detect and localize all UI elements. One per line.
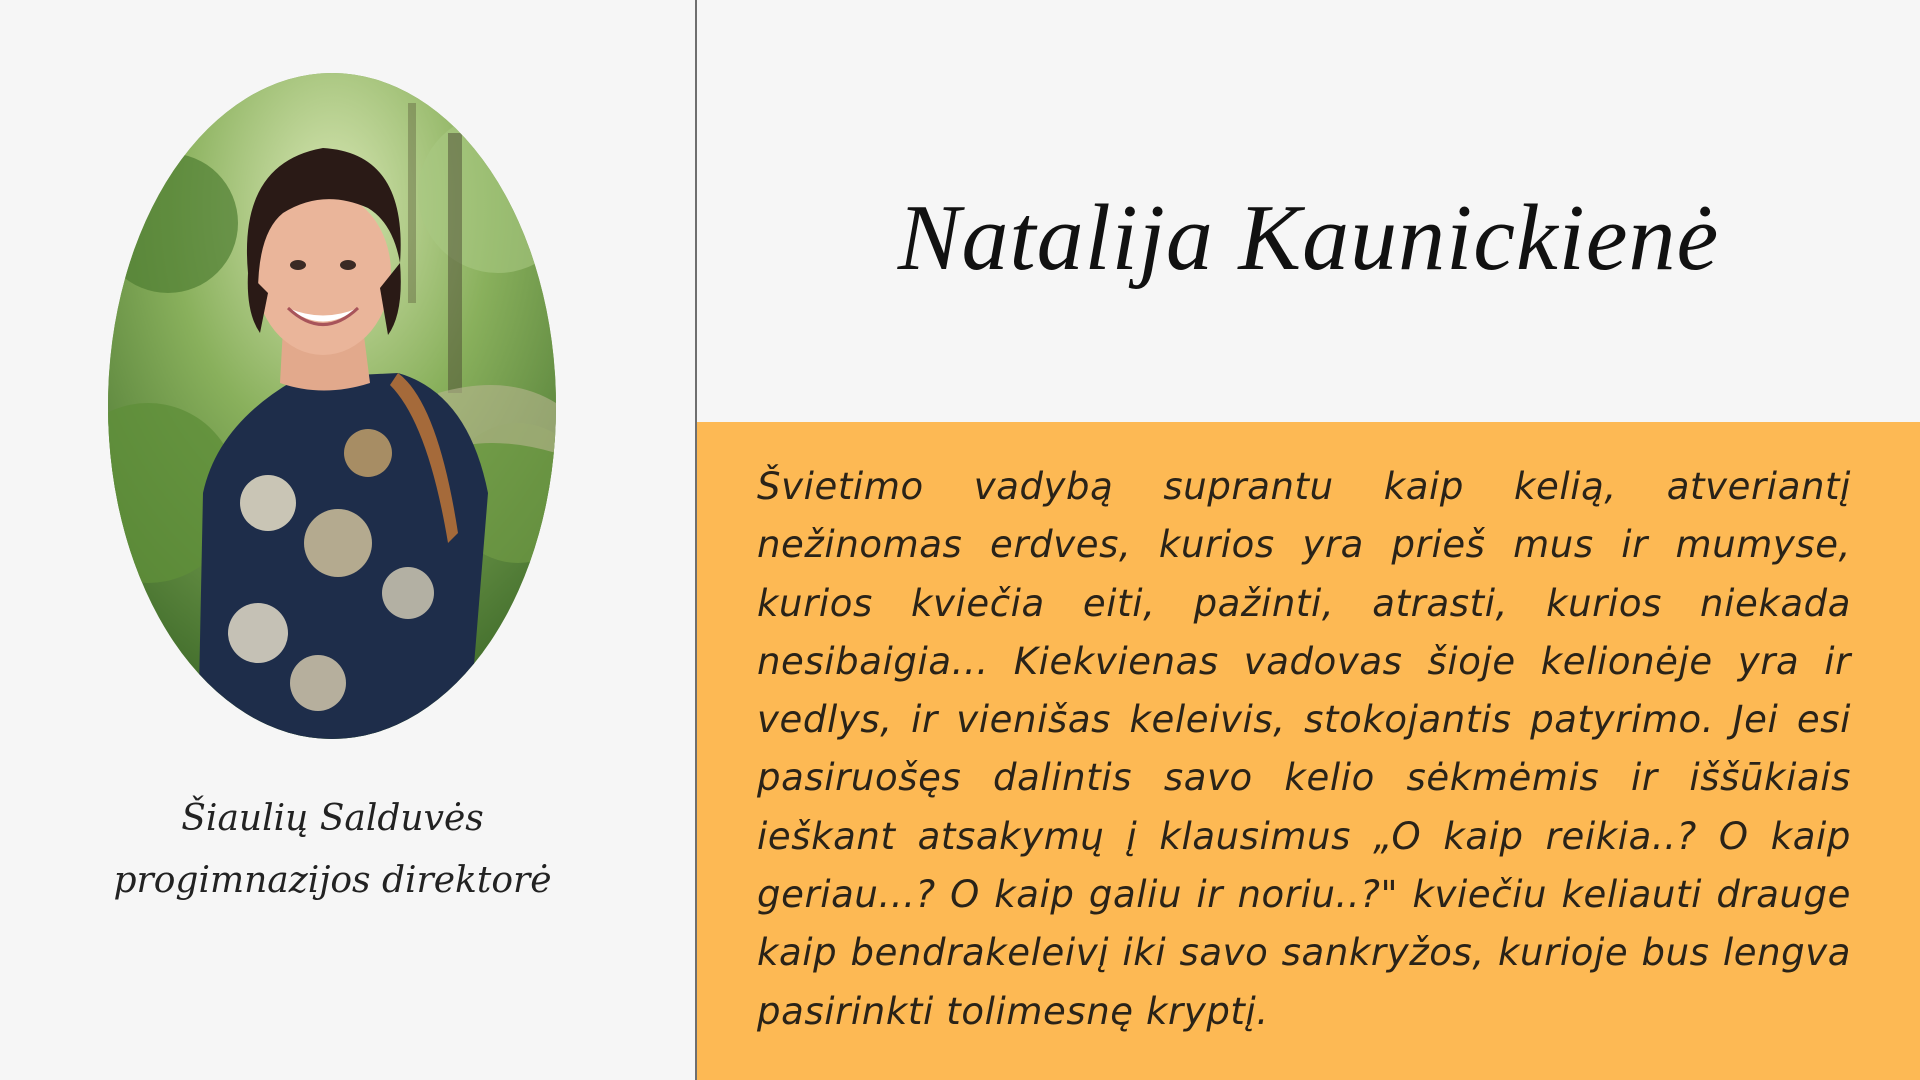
job-title-line1: Šiaulių Salduvės xyxy=(181,798,484,839)
person-name: Natalija Kaunickienė xyxy=(897,186,1720,290)
profile-panel xyxy=(0,0,695,1080)
portrait-photo xyxy=(108,73,556,739)
quote-text: Švietimo vadybą suprantu kaip kelią, atveriantį nežinomas erdves, kurios yra prieš mus ir mumyse, kurios kviečia eiti, pažinti, atrasti, kurios niekada nesibaigia... Kiekvienas vadovas šioje kelionėje yra ir vedlys, ir vienišas keleivis, stokojantis patyrimo. Jei esi pasiruošęs dalintis savo kelio sėkmėmis ir iššūkiais ieškant atsakymų į klausimus „O kaip reikia..? O kaip geriau...? O kaip galiu ir noriu..?" kviečiu keliauti drauge kaip bendrakeleivį iki savo sankryžos, kurioje bus lengva pasirinkti tolimesnę kryptį. xyxy=(757,465,1851,1033)
job-title-line2: progimnazijos direktorė xyxy=(113,860,552,901)
quote-box xyxy=(697,422,1920,1080)
job-title xyxy=(60,788,605,912)
